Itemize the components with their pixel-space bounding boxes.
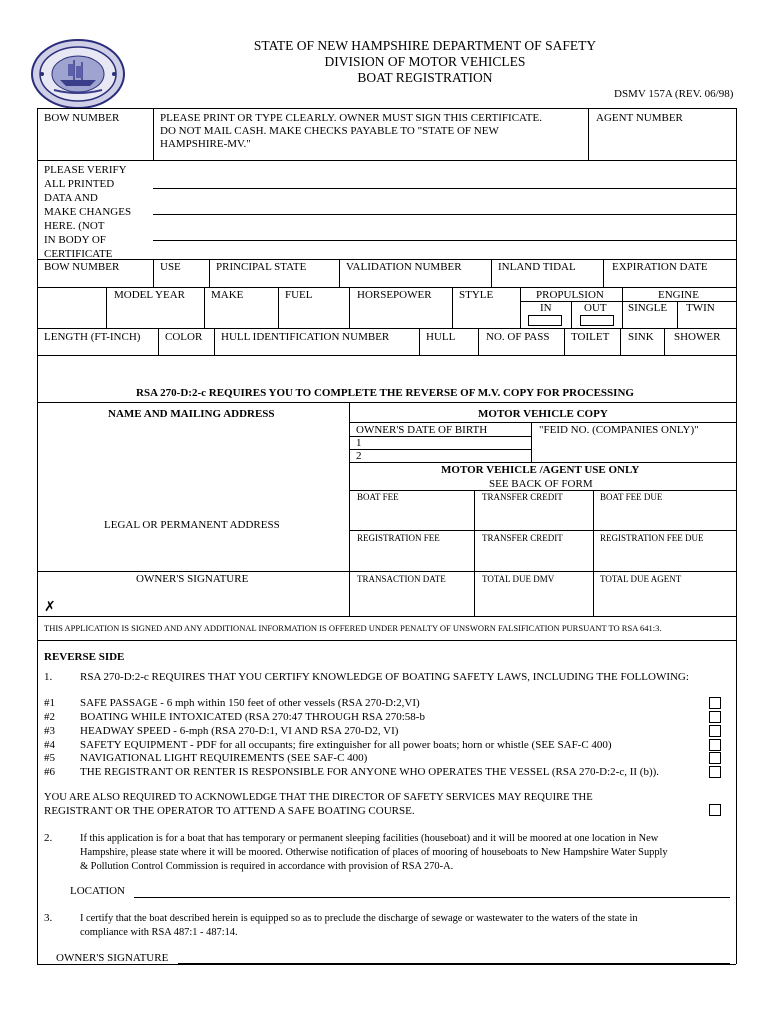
penalty-statement: THIS APPLICATION IS SIGNED AND ANY ADDITIONAL INFORMATION IS OFFERED UNDER PENALTY OF UNSWORN FALSIFICATION PURSUANT TO RSA 641:3. [44,623,662,633]
registration-fee-label: REGISTRATION FEE [357,533,440,543]
item-2-line3: & Pollution Control Commission is required in accordance with provision of RSA 270-A. [80,861,454,872]
dob-owner-2: 2 [356,450,362,462]
correction-line[interactable] [153,240,736,241]
law-text: BOATING WHILE INTOXICATED (RSA 270:47 THROUGH RSA 270:58-b [80,711,425,723]
item-2-line1: If this application is for a boat that has temporary or permanent sleeping facilities (houseboat) and it will be moored at one location in New [80,833,659,844]
total-due-dmv-label: TOTAL DUE DMV [482,574,555,584]
safe-boating-course-checkbox[interactable] [709,804,721,816]
law-number: #1 [44,697,55,709]
propulsion-in-label: IN [540,302,552,314]
horsepower-label: HORSEPOWER [357,289,432,301]
header-division: DIVISION OF MOTOR VEHICLES [324,54,526,69]
engine-label: ENGINE [658,289,699,301]
item-3-line2: compliance with RSA 487:1 - 487:14. [80,927,238,938]
expiration-date-label: EXPIRATION DATE [612,261,708,273]
item-2-number: 2. [44,832,53,844]
reverse-owner-signature-label: OWNER'S SIGNATURE [56,952,169,964]
law-number: #6 [44,766,55,778]
law-checkbox[interactable] [709,697,721,709]
engine-single-label: SINGLE [628,302,668,314]
dob-label: OWNER'S DATE OF BIRTH [356,424,488,436]
verify-text: ALL PRINTED [44,178,115,190]
verify-text: DATA AND [44,192,98,204]
registration-fee-due-label: REGISTRATION FEE DUE [600,533,704,543]
bow-number-field-label: BOW NUMBER [44,261,120,273]
header-form-title: BOAT REGISTRATION [357,70,493,85]
law-text: SAFETY EQUIPMENT - PDF for all occupants; fire extinguisher for all power boats; horn or whistle (SEE SAF-C 400) [80,739,612,751]
instructions-line2: DO NOT MAIL CASH. MAKE CHECKS PAYABLE TO "STATE OF NEW [160,125,499,137]
verify-text: HERE. (NOT [44,220,105,232]
toilet-label: TOILET [571,331,610,343]
law-text: SAFE PASSAGE - 6 mph within 150 feet of other vessels (RSA 270-D:2,VI) [80,697,420,709]
feid-label: "FEID NO. (COMPANIES ONLY)" [539,424,699,436]
transfer-credit-label: TRANSFER CREDIT [482,492,563,502]
law-checkbox[interactable] [709,752,721,764]
location-line[interactable] [134,897,730,898]
name-address-label: NAME AND MAILING ADDRESS [108,408,275,420]
correction-line[interactable] [153,214,736,215]
agent-use-label: MOTOR VEHICLE /AGENT USE ONLY [441,464,640,476]
hull-label: HULL [426,331,456,343]
reverse-side-title: REVERSE SIDE [44,651,125,663]
transfer-credit-label: TRANSFER CREDIT [482,533,563,543]
instructions-line3: HAMPSHIRE-MV." [160,138,251,150]
law-checkbox[interactable] [709,739,721,751]
owner-signature-label: OWNER'S SIGNATURE [136,573,249,585]
law-number: #5 [44,752,55,764]
style-label: STYLE [459,289,494,301]
law-text: NAVIGATIONAL LIGHT REQUIREMENTS (SEE SAF-C 400) [80,752,368,764]
signature-line[interactable] [178,963,730,964]
law-number: #2 [44,711,55,723]
sink-label: SINK [628,331,654,343]
color-label: COLOR [165,331,203,343]
agent-number-label: AGENT NUMBER [596,112,683,124]
dob-owner-1: 1 [356,437,362,449]
law-number: #4 [44,739,55,751]
transaction-date-label: TRANSACTION DATE [357,574,446,584]
verify-text: PLEASE VERIFY [44,164,127,176]
shower-label: SHOWER [674,331,721,343]
engine-twin-label: TWIN [686,302,715,314]
item-3-line1: I certify that the boat described herein is equipped so as to preclude the discharge of sewage or wastewater to the waters of the state in [80,913,638,924]
item-1-number: 1. [44,671,53,683]
no-of-pass-label: NO. OF PASS [486,331,550,343]
signature-x-mark[interactable]: ✗ [44,600,56,615]
mv-copy-label: MOTOR VEHICLE COPY [478,408,608,420]
propulsion-out-label: OUT [584,302,607,314]
verify-text: IN BODY OF [44,234,106,246]
item-2-line2: Hampshire, please state where it will be moored. Otherwise notification of places of mooring of houseboats to New Hampshire Water Supply [80,847,668,858]
fuel-label: FUEL [285,289,313,301]
use-label: USE [160,261,181,273]
propulsion-out-box[interactable] [580,315,614,326]
see-back-label: SEE BACK OF FORM [489,478,593,490]
model-year-label: MODEL YEAR [114,289,185,301]
verify-text: CERTIFICATE [44,248,113,260]
rsa-notice: RSA 270-D:2-c REQUIRES YOU TO COMPLETE THE REVERSE OF M.V. COPY FOR PROCESSING [136,387,634,399]
validation-number-label: VALIDATION NUMBER [346,261,462,273]
total-due-agent-label: TOTAL DUE AGENT [600,574,682,584]
instructions-line1: PLEASE PRINT OR TYPE CLEARLY. OWNER MUST SIGN THIS CERTIFICATE. [160,112,542,124]
location-label: LOCATION [70,885,125,897]
hin-label: HULL IDENTIFICATION NUMBER [221,331,390,343]
propulsion-label: PROPULSION [536,289,604,301]
law-number: #3 [44,725,55,737]
boat-fee-due-label: BOAT FEE DUE [600,492,663,502]
law-text: THE REGISTRANT OR RENTER IS RESPONSIBLE FOR ANYONE WHO OPERATES THE VESSEL (RSA 270-D:2-c, II (b)). [80,766,660,778]
propulsion-in-box[interactable] [528,315,562,326]
length-label: LENGTH (FT-INCH) [44,331,141,343]
law-checkbox[interactable] [709,711,721,723]
law-checkbox[interactable] [709,766,721,778]
acknowledge-line2: REGISTRANT OR THE OPERATOR TO ATTEND A SAFE BOATING COURSE. [44,805,415,817]
make-label: MAKE [211,289,244,301]
acknowledge-line1: YOU ARE ALSO REQUIRED TO ACKNOWLEDGE THAT THE DIRECTOR OF SAFETY SERVICES MAY REQUIRE THE [44,792,593,803]
boat-fee-label: BOAT FEE [357,492,399,502]
verify-text: MAKE CHANGES [44,206,132,218]
form-number: DSMV 157A (REV. 06/98) [614,88,734,100]
inland-tidal-label: INLAND TIDAL [498,261,576,273]
law-text: HEADWAY SPEED - 6-mph (RSA 270-D:1, VI AND RSA 270-D2, VI) [80,725,399,737]
item-3-number: 3. [44,912,53,924]
item-1-text: RSA 270-D:2-c REQUIRES THAT YOU CERTIFY KNOWLEDGE OF BOATING SAFETY LAWS, INCLUDING THE FOLLOWING: [80,671,689,683]
header-department: STATE OF NEW HAMPSHIRE DEPARTMENT OF SAFETY [253,38,597,53]
correction-line[interactable] [153,188,736,189]
legal-address-label: LEGAL OR PERMANENT ADDRESS [104,519,280,531]
law-checkbox[interactable] [709,725,721,737]
principal-state-label: PRINCIPAL STATE [216,261,307,273]
bow-number-label: BOW NUMBER [44,112,120,124]
